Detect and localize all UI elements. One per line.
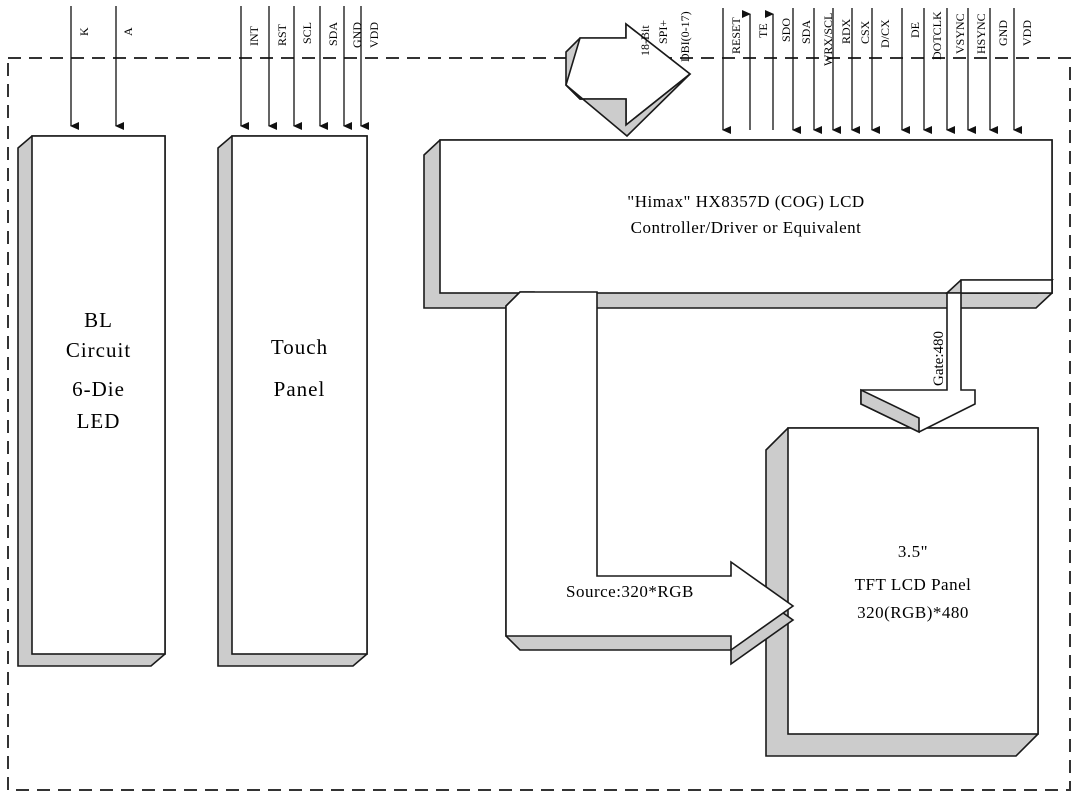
controller-label-2: Controller/Driver or Equivalent — [630, 218, 862, 237]
gate-bus-label: Gate:480 — [931, 331, 947, 386]
pin-label-touch-gnd: GND — [350, 22, 364, 48]
dbi-label-line2: SPI+ — [656, 19, 670, 44]
bl-pin-lines — [71, 6, 116, 126]
pin-label-touch-sda: SDA — [326, 21, 340, 46]
bl-circuit-label-1: BL — [84, 308, 113, 332]
pin-label-sdo: SDO — [779, 17, 793, 42]
dbi-arrow — [566, 24, 690, 136]
pin-label-wrx-scl: WRX/SCL — [821, 12, 835, 66]
pin-label-sda: SDA — [799, 19, 813, 44]
pin-label-te: TE — [756, 23, 770, 38]
dbi-label-line3: 18-Bit — [638, 25, 652, 56]
pin-label-touch-rst: RST — [275, 23, 289, 46]
controller-label-1: "Himax" HX8357D (COG) LCD — [627, 192, 865, 211]
tft-panel-label-2: TFT LCD Panel — [854, 575, 972, 594]
pin-label-bl-k: K — [77, 27, 91, 36]
pin-label-bl-a: A — [121, 27, 135, 36]
source-bus — [506, 292, 793, 664]
dbi-label-line1: DBI(0-17) — [678, 11, 692, 62]
pin-label-reset: RESET — [729, 17, 743, 54]
pin-label-rdx: RDX — [839, 18, 853, 44]
bl-circuit-label-4: LED — [76, 409, 121, 433]
source-bus-label: Source:320*RGB — [566, 582, 694, 601]
pin-label-dotclk: DOTCLK — [930, 11, 944, 60]
touch-panel-label-1: Touch — [270, 335, 329, 359]
tft-panel-label-3: 320(RGB)*480 — [857, 603, 969, 622]
tft-panel-label-1: 3.5" — [897, 542, 929, 561]
bl-circuit-label-2: Circuit — [65, 338, 132, 362]
pin-label-vsync: VSYNC — [953, 13, 967, 54]
pin-label-de: DE — [908, 22, 922, 38]
pin-label-touch-scl: SCL — [300, 21, 314, 44]
pin-label-csx: CSX — [858, 20, 872, 44]
pin-label-dcx: D/CX — [878, 19, 892, 48]
pin-label-hsync: HSYNC — [974, 13, 988, 54]
pin-label-vdd: VDD — [1020, 20, 1034, 46]
pin-label-touch-vdd: VDD — [367, 22, 381, 48]
pin-label-gnd: GND — [996, 20, 1010, 46]
bl-circuit-label-3: 6-Die — [72, 377, 125, 401]
pin-label-touch-int: INT — [247, 26, 261, 46]
touch-panel-label-2: Panel — [273, 377, 326, 401]
